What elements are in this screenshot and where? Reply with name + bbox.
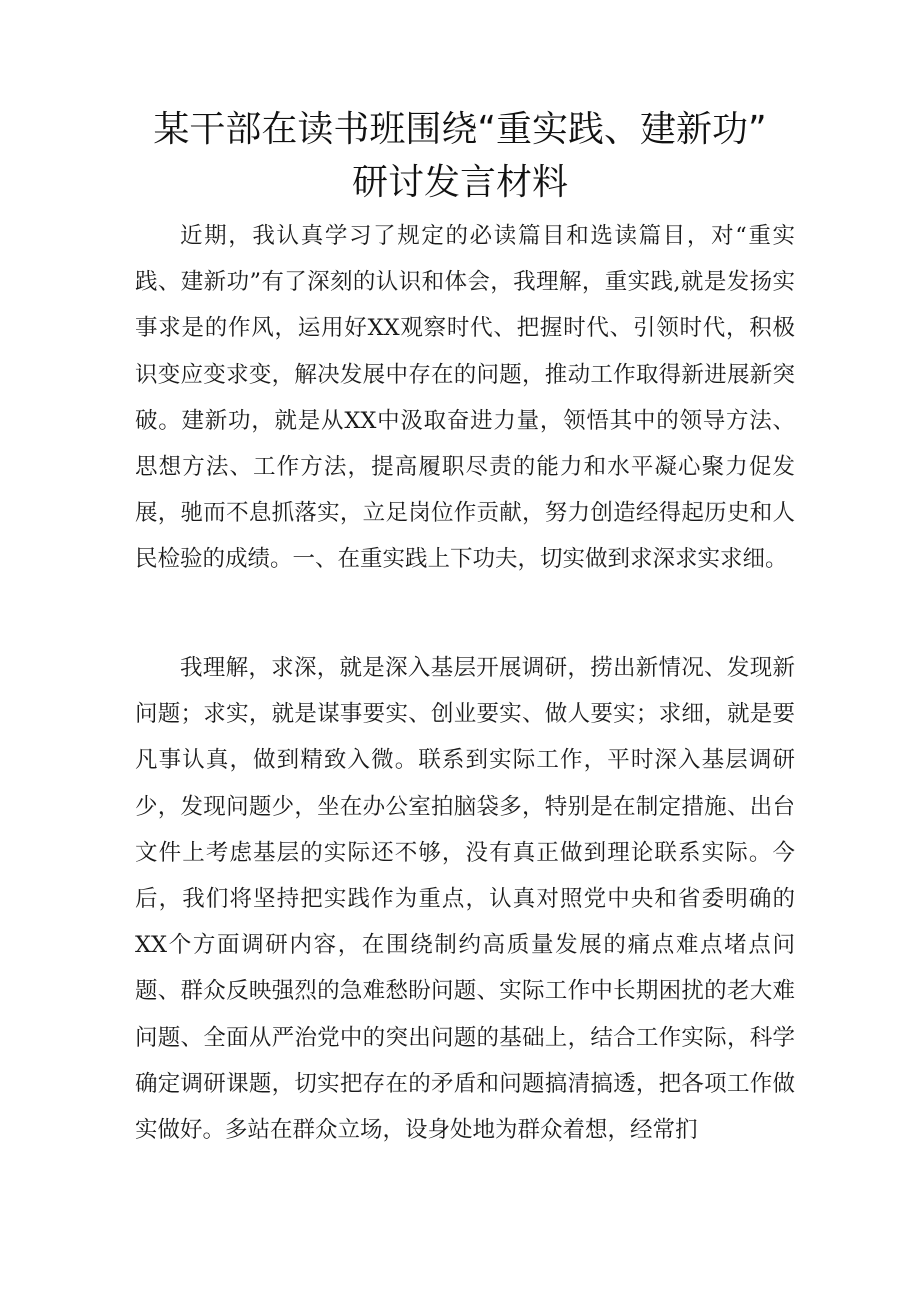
paragraph-1: 近期，我认真学习了规定的必读篇目和选读篇目，对“重实践、建新功”有了深刻的认识和体会，我理解，重实践,就是发扬实事求是的作风，运用好XX观察时代、把握时代、引领时代，积极识变应变求变，解决发展中存在的问题，推动工作取得新进展新突破。建新功，就是从XX中汲取奋进力量，领悟其中的领导方法、思想方法、工作方法，提高履职尽责的能力和水平凝心聚力促发展，驰而不息抓落实，立足岗位作贡献，努力创造经得起历史和人民检验的成绩。一、在重实践上下功夫，切实做到求深求实求细。: [135, 223, 795, 573]
paragraph-2: 我理解，求深，就是深入基层开展调研，捞出新情况、发现新问题；求实，就是谋事要实、创业要实、做人要实；求细，就是要凡事认真，做到精致入微。联系到实际工作，平时深入基层调研少，发现问题少，坐在办公室拍脑袋多，特别是在制定措施、出台文件上考虑基层的实际还不够，没有真正做到理论联系实际。今后，我们将坚持把实践作为重点，认真对照党中央和省委明确的XX个方面调研内容，在围绕制约高质量发展的痛点难点堵点问题、群众反映强烈的急难愁盼问题、实际工作中长期困扰的老大难问题、全面从严治党中的突出问题的基础上，结合工作实际，科学确定调研课题，切实把存在的矛盾和问题搞清搞透，把各项工作做实做好。多站在群众立场，设身处地为群众着想，经常扪: [135, 655, 795, 1144]
document-title-line-1: 某干部在读书班围绕“重实践、建新功”: [153, 109, 767, 150]
document-title-line-2: 研讨发言材料: [351, 162, 568, 203]
